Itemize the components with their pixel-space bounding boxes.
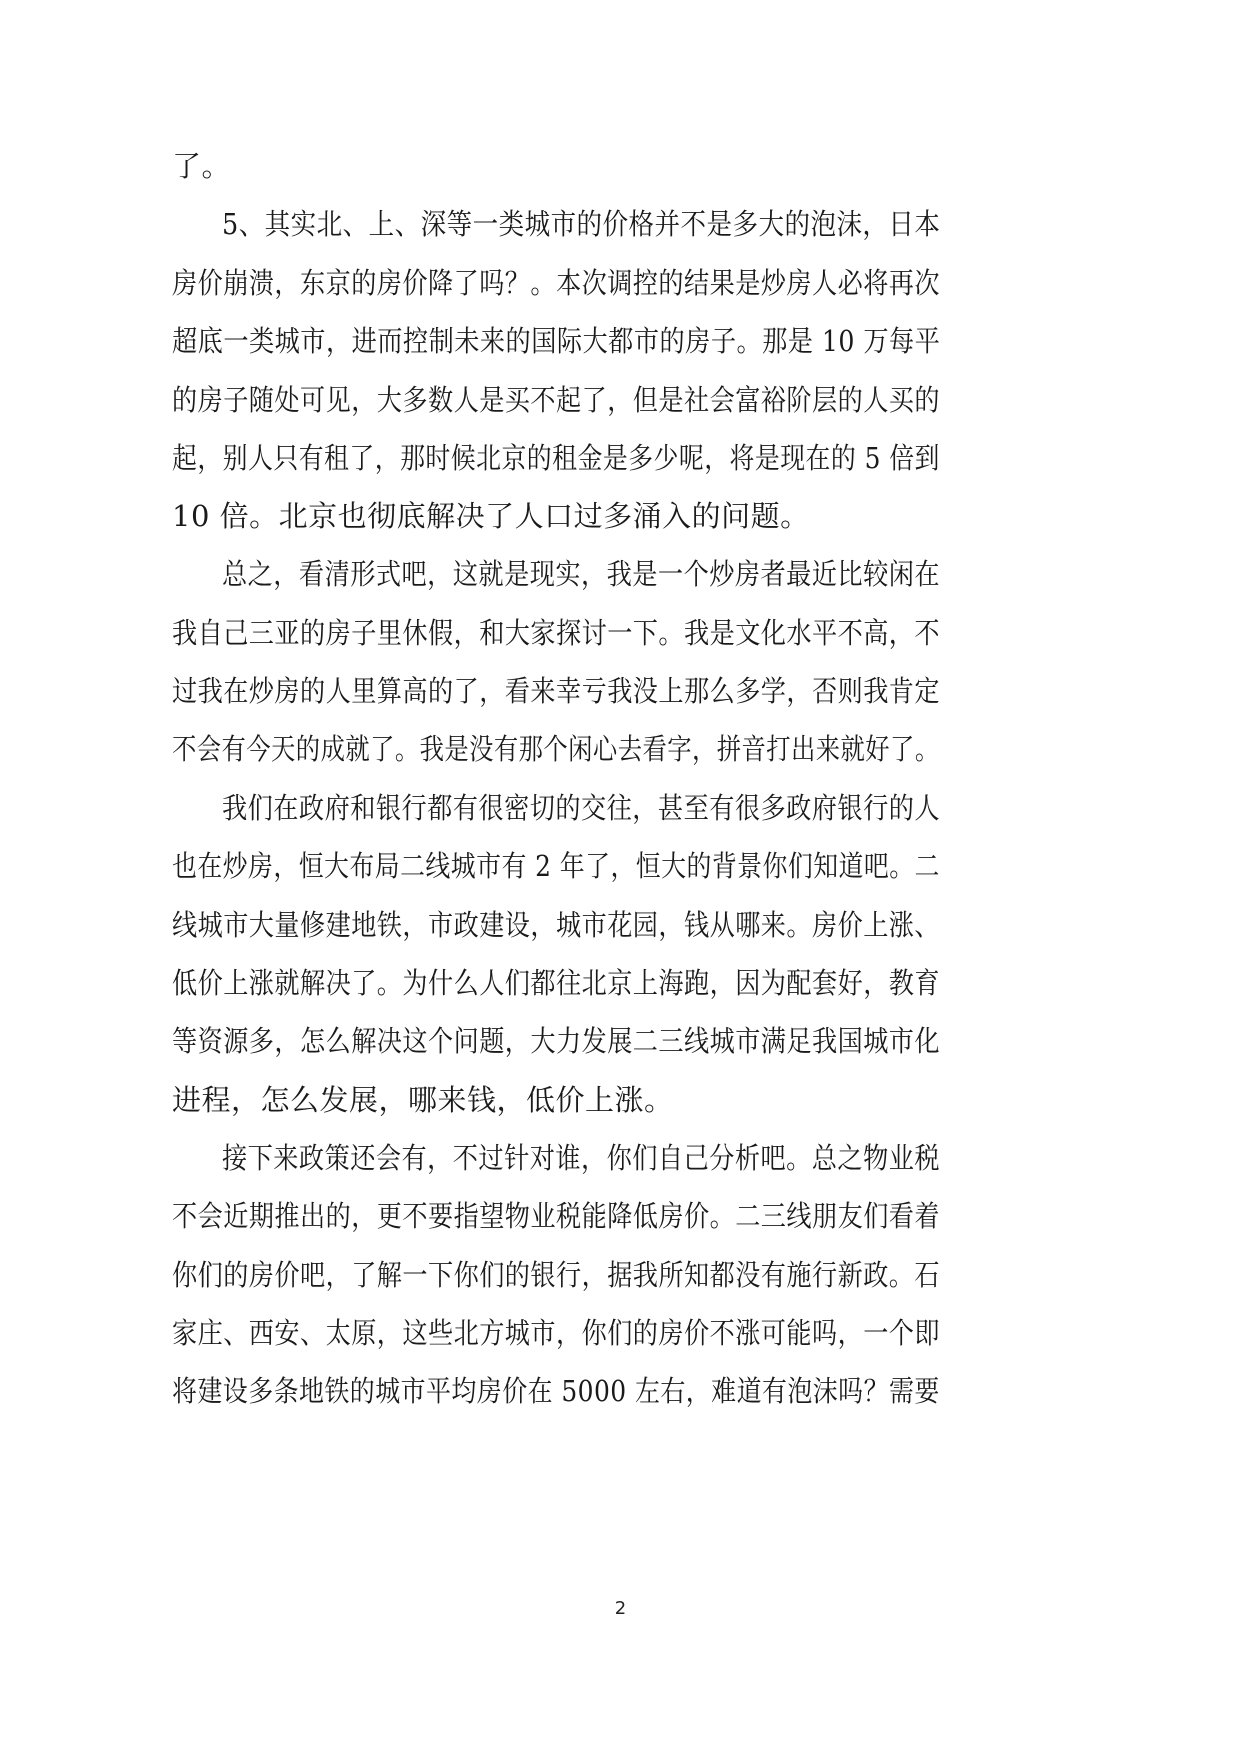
text-line-19: 不会近期推出的，更不要指望物业税能降低房价。二三线朋友们看着 <box>172 1199 941 1233</box>
text-line-20: 你们的房价吧，了解一下你们的银行，据我所知都没有施行新政。石 <box>172 1258 941 1292</box>
text-line-9: 我自己三亚的房子里休假，和大家探讨一下。我是文化水平不高，不 <box>172 616 941 650</box>
text-line-3: 房价崩溃，东京的房价降了吗？。本次调控的结果是炒房人必将再次 <box>172 266 941 300</box>
text-line-10: 过我在炒房的人里算高的了，看来幸亏我没上那么多学，否则我肯定 <box>172 674 941 708</box>
text-line-21: 家庄、西安、太原，这些北方城市，你们的房价不涨可能吗，一个即 <box>172 1316 941 1350</box>
text-line-14: 线城市大量修建地铁，市政建设，城市花园，钱从哪来。房价上涨、 <box>172 908 941 942</box>
text-line-5: 的房子随处可见，大多数人是买不起了，但是社会富裕阶层的人买的 <box>172 383 941 417</box>
text-line-8: 总之，看清形式吧，这就是现实，我是一个炒房者最近比较闲在 <box>222 557 941 591</box>
text-line-4: 超底一类城市，进而控制未来的国际大都市的房子。那是 10 万每平 <box>172 324 941 358</box>
text-line-16: 等资源多，怎么解决这个问题，大力发展二三线城市满足我国城市化 <box>172 1024 941 1058</box>
text-line-15: 低价上涨就解决了。为什么人们都往北京上海跑，因为配套好，教育 <box>172 966 941 1000</box>
text-line-1: 了。 <box>172 149 232 183</box>
text-line-6: 起，别人只有租了，那时候北京的租金是多少呢，将是现在的 5 倍到 <box>172 441 940 475</box>
text-line-17: 进程，怎么发展，哪来钱，低价上涨。 <box>172 1083 674 1117</box>
text-line-18: 接下来政策还会有，不过针对谁，你们自己分析吧。总之物业税 <box>222 1141 941 1175</box>
text-line-11: 不会有今天的成就了。我是没有那个闲心去看字，拼音打出来就好了。 <box>172 732 940 766</box>
text-line-13: 也在炒房，恒大布局二线城市有 2 年了，恒大的背景你们知道吧。二 <box>172 849 940 883</box>
text-line-22: 将建设多条地铁的城市平均房价在 5000 左右，难道有泡沫吗？需要 <box>172 1374 940 1408</box>
text-line-2: 5、其实北、上、深等一类城市的价格并不是多大的泡沫，日本 <box>222 207 941 241</box>
text-line-7: 10 倍。北京也彻底解决了人口过多涌入的问题。 <box>172 499 810 533</box>
text-line-12: 我们在政府和银行都有很密切的交往，甚至有很多政府银行的人 <box>222 791 941 825</box>
page-number: 2 <box>614 1598 627 1619</box>
